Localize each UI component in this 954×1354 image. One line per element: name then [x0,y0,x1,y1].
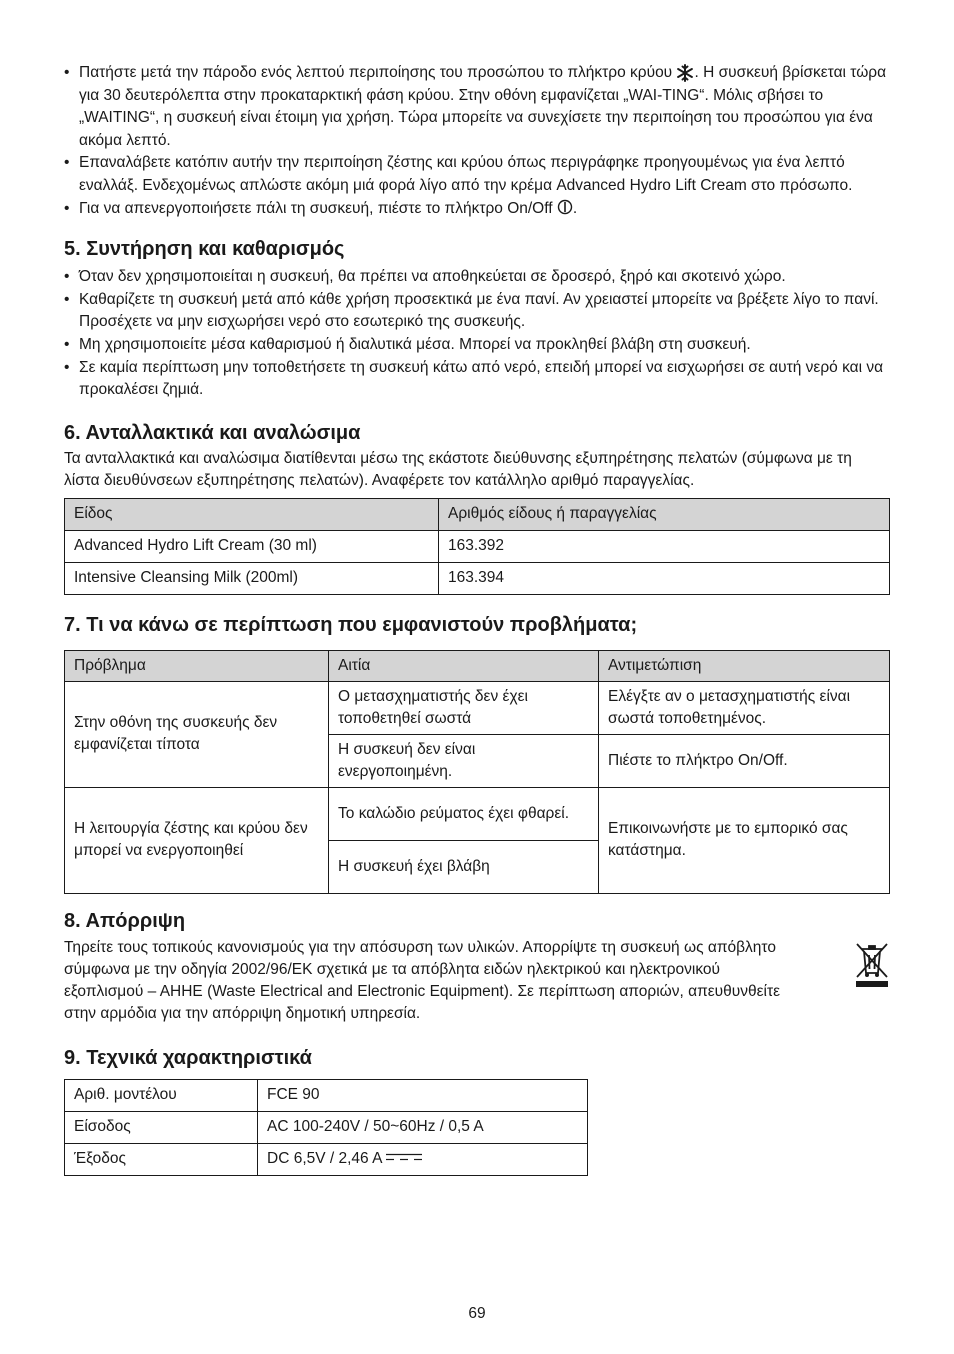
table-row [65,681,890,734]
table-cell: Intensive Cleansing Milk (200ml) [65,562,439,594]
cause-cell: Η συσκευή έχει βλάβη [329,840,599,893]
remedy-cell: Επικοινωνήστε με το εμπορικό σας κατάστημα. [599,787,890,893]
cause-cell: Το καλώδιο ρεύματος έχει φθαρεί. [329,787,599,840]
table-cell: 163.392 [439,530,890,562]
section-5-title: 5. Συντήρηση και καθαρισμός [64,238,345,261]
list-item: • Για να απενεργοποιήσετε πάλι τη συσκευή, πιέστε το πλήκτρο On/Off . [64,198,890,221]
header-cell: Είδος [65,498,439,530]
problem-cell: Στην οθόνη της συσκευής δεν εμφανίζεται τίποτα [65,681,329,787]
spec-label: Έξοδος [65,1143,258,1175]
dc-current-icon [385,1153,423,1161]
remedy-cell: Πιέστε το πλήκτρο On/Off. [599,734,890,787]
spec-value-cell [258,1143,588,1175]
table-row [65,1079,588,1111]
section-7-title: 7. Τι να κάνω σε περίπτωση που εμφανιστούν προβλήματα; [64,613,638,636]
spec-label: Είσοδος [65,1111,258,1143]
section-5-list [64,266,890,402]
crossed-bin-icon [854,941,890,989]
spec-value: FCE 90 [258,1079,588,1111]
problem-cell: Η λειτουργία ζέστης και κρύου δεν μπορεί να ενεργοποιηθεί [65,787,329,893]
header-cell: Αριθμός είδους ή παραγγελίας [439,498,890,530]
spec-value: DC 6,5V / 2,46 A [267,1150,383,1168]
remedy-cell: Ελέγξτε αν ο μετασχηματιστής είναι σωστά τοποθετημένος. [599,681,890,734]
power-icon [557,199,573,215]
table-row [65,1111,588,1143]
list-item: • Όταν δεν χρησιμοποιείται η συσκευή, θα πρέπει να αποθηκεύεται σε δροσερό, ξηρό και σκοτεινό χώρο. [64,266,890,289]
snowflake-icon [676,64,694,82]
table-header-row [65,650,890,681]
list-item: • Σε καμία περίπτωση μην τοποθετήσετε τη συσκευή κάτω από νερό, επειδή μπορεί να εισχωρήσει σε αυτή νερό και να προκαλέσει ζημιά. [64,357,890,402]
header-cell: Αντιμετώπιση [599,650,890,681]
cause-cell: Η συσκευή δεν είναι ενεργοποιημένη. [329,734,599,787]
section-8-text: Τηρείτε τους τοπικούς κανονισμούς για την απόσυρση των υλικών. Απορρίψτε τη συσκευή ως απόβλητο σύμφωνα με την οδηγία 2002/96/ΕΚ σχετικά με τα απόβλητα ειδών ηλεκτρικού και ηλεκτρονικού εξοπλισμού – ΑΗΗΕ (Waste Electrical and Electronic Equipment). Σε περίπτωση αποριών, απευθυνθείτε στην αρμόδια για την απόρριψη δημοτική υπηρεσία. [64,938,781,1022]
table-row [65,1143,588,1175]
header-cell: Αιτία [329,650,599,681]
list-item: • Μη χρησιμοποιείτε μέσα καθαρισμού ή διαλυτικά μέσα. Μπορεί να προκληθεί βλάβη στη συσκευή. [64,334,890,357]
list-item: • Πατήστε μετά την πάροδο ενός λεπτού περιποίησης του προσώπου το πλήκτρο κρύου . Η συσκευή βρίσκεται τώρα για 30 δευτερόλεπτα στην προκαταρκτική φάση κρύου. Στην οθόνη εμφανίζεται „WAI-TING“. Μόλις σβήσει το „WAITING“, η συσκευή είναι έτοιμη για χρήση. Τώρα μπορείτε να συνεχίσετε την περιποίηση του προσώπου για ένα ακόμα λεπτό. [64,62,890,152]
page-number: 69 [468,1305,486,1322]
section-8-title: 8. Απόρριψη [64,909,186,932]
table-cell: 163.394 [439,562,890,594]
section-6-title: 6. Ανταλλακτικά και αναλώσιμα [64,421,361,444]
table-cell: Advanced Hydro Lift Cream (30 ml) [65,530,439,562]
list-item: • Καθαρίζετε τη συσκευή μετά από κάθε χρήση προσεκτικά με ένα πανί. Αν χρειαστεί μπορείτε να βρέξετε λίγο το πανί. Προσέχετε να μην εισχωρήσει νερό στο εσωτερικό της συσκευής. [64,289,890,334]
cause-cell: Ο μετασχηματιστής δεν έχει τοποθετηθεί σωστά [329,681,599,734]
disposal-block [64,937,890,1025]
table-header-row [65,498,890,530]
spec-label: Αριθ. μοντέλου [65,1079,258,1111]
table-row [65,530,890,562]
section-6-text: Τα ανταλλακτικά και αναλώσιμα διατίθενται μέσω της εκάστοτε διεύθυνσης εξυπηρέτησης πελατών (σύμφωνα με τη λίστα διευθύνσεων εξυπηρέτησης πελατών). Αναφέρετε τον κατάλληλο αριθμό παραγγελίας. [64,449,852,489]
spare-parts-table [64,498,890,595]
header-cell: Πρόβλημα [65,650,329,681]
table-row [65,562,890,594]
page-content [64,62,890,1176]
section-9-title: 9. Τεχνικά χαρακτηριστικά [64,1046,312,1069]
troubleshooting-table [64,650,890,894]
intro-list [64,62,890,220]
spec-value: AC 100-240V / 50~60Hz / 0,5 A [258,1111,588,1143]
table-row [65,787,890,840]
specifications-table [64,1079,588,1176]
list-item: • Επαναλάβετε κατόπιν αυτήν την περιποίηση ζέστης και κρύου όπως περιγράφηκε προηγουμένως για ένα λεπτό εναλλάξ. Ενδεχομένως απλώστε ακόμη μιά φορά λίγο από την κρέμα Advanced Hydro Lift Cream στο πρόσωπο. [64,152,890,197]
